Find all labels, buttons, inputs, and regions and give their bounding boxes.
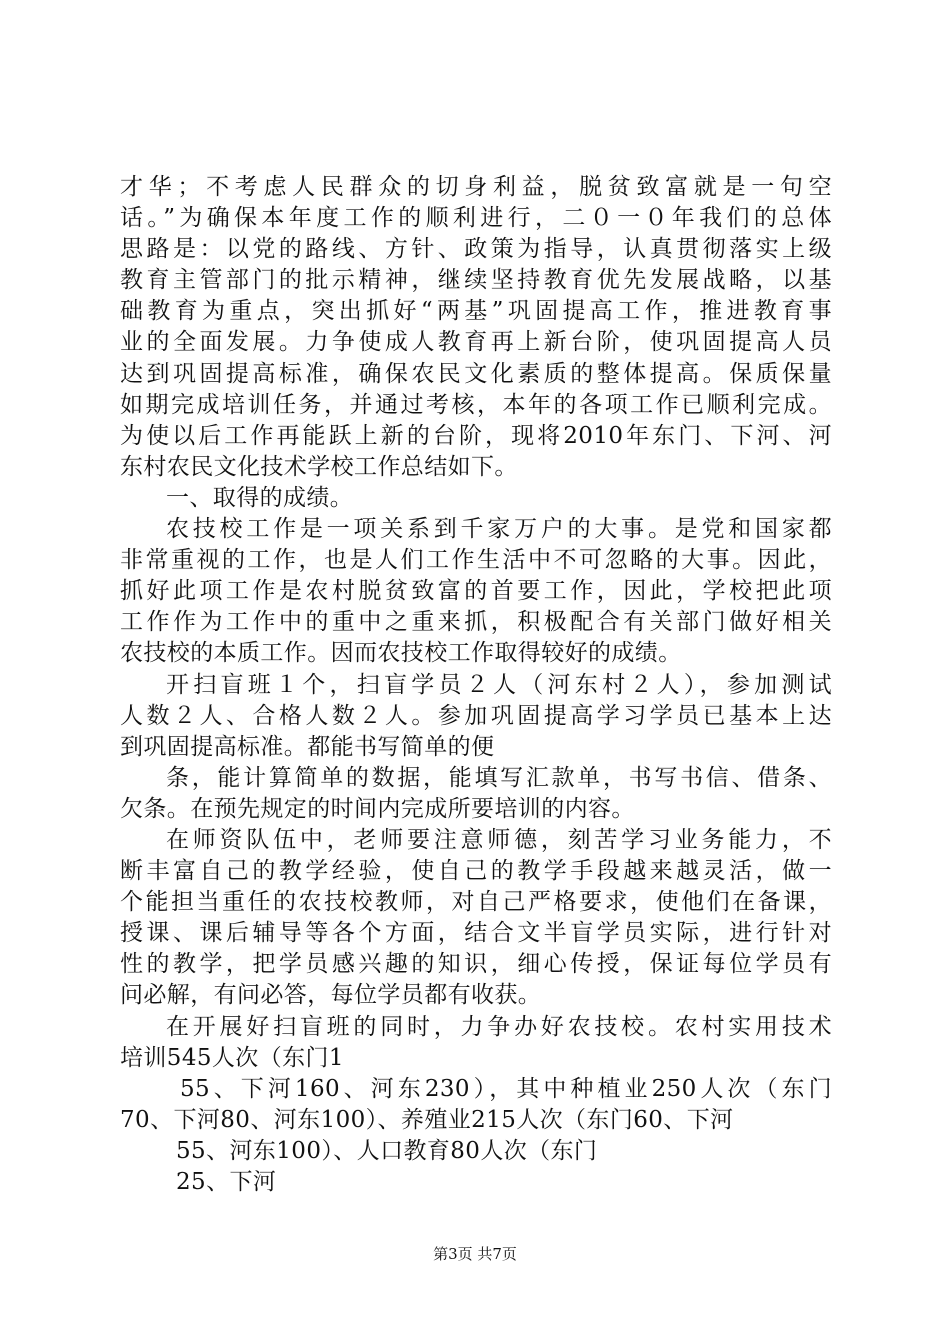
text-line: 为使以后工作再能跃上新的台阶，现将2010年东门、下河、河 — [120, 422, 832, 449]
text-line: 开扫盲班１个，扫盲学员２人（河东村２人），参加测试 — [166, 671, 832, 698]
text-line: 在师资队伍中，老师要注意师德，刻苦学习业务能力，不 — [166, 826, 832, 853]
text-line: 农技校的本质工作。因而农技校工作取得较好的成绩。 — [120, 640, 682, 667]
text-line: 培训545人次（东门1 — [120, 1044, 344, 1071]
text-line: 55、下河160、河东230），其中种植业250人次（东门 — [180, 1075, 832, 1102]
body-text — [120, 172, 832, 1198]
text-line: 农技校工作是一项关系到千家万户的大事。是党和国家都 — [166, 516, 832, 543]
text-line: 础教育为重点，突出抓好“两基”巩固提高工作，推进教育事 — [120, 298, 832, 325]
text-line: 思路是：以党的路线、方针、政策为指导，认真贯彻落实上级 — [120, 236, 832, 263]
text-line: 达到巩固提高标准，确保农民文化素质的整体提高。保质保量 — [120, 360, 832, 387]
text-line: 55、河东100）、人口教育80人次（东门 — [176, 1137, 598, 1164]
text-line: 教育主管部门的批示精神，继续坚持教育优先发展战略，以基 — [120, 267, 832, 294]
text-line: 如期完成培训任务，并通过考核，本年的各项工作已顺利完成。 — [120, 391, 832, 418]
text-line: 条，能计算简单的数据，能填写汇款单，书写书信、借条、 — [166, 764, 832, 791]
page-number-footer: 第3页 共7页 — [433, 1245, 517, 1263]
section-heading: 一、取得的成绩。 — [166, 484, 354, 511]
text-line: 断丰富自己的教学经验，使自己的教学手段越来越灵活，做一 — [120, 858, 832, 885]
text-line: 业的全面发展。力争使成人教育再上新台阶，使巩固提高人员 — [120, 329, 832, 356]
text-line: 东村农民文化技术学校工作总结如下。 — [120, 453, 518, 480]
text-line: 才华；不考虑人民群众的切身利益，脱贫致富就是一句空 — [120, 174, 832, 200]
text-line: 抓好此项工作是农村脱贫致富的首要工作，因此，学校把此项 — [120, 578, 832, 605]
text-line: 话。”为确保本年度工作的顺利进行，二０一０年我们的总体 — [120, 205, 832, 232]
text-line: 问必解，有问必答，每位学员都有收获。 — [120, 982, 542, 1009]
text-line: 性的教学，把学员感兴趣的知识，细心传授，保证每位学员有 — [120, 951, 832, 978]
text-line: 在开展好扫盲班的同时，力争办好农技校。农村实用技术 — [166, 1013, 832, 1040]
text-line: 个能担当重任的农技校教师，对自己严格要求，使他们在备课， — [120, 889, 832, 916]
text-line: 非常重视的工作，也是人们工作生活中不可忽略的大事。因此， — [120, 547, 832, 574]
text-line: 25、下河 — [176, 1169, 277, 1195]
text-line: 授课、课后辅导等各个方面，结合文半盲学员实际，进行针对 — [120, 920, 832, 947]
text-line: 到巩固提高标准。都能书写简单的便 — [120, 733, 495, 760]
text-line: 70、下河80、河东100）、养殖业215人次（东门60、下河 — [120, 1106, 734, 1133]
text-line: 工作作为工作中的重中之重来抓，积极配合有关部门做好相关 — [120, 609, 832, 636]
text-line: 欠条。在预先规定的时间内完成所要培训的内容。 — [120, 795, 635, 822]
text-line: 人数２人、合格人数２人。参加巩固提高学习学员已基本上达 — [120, 702, 832, 729]
